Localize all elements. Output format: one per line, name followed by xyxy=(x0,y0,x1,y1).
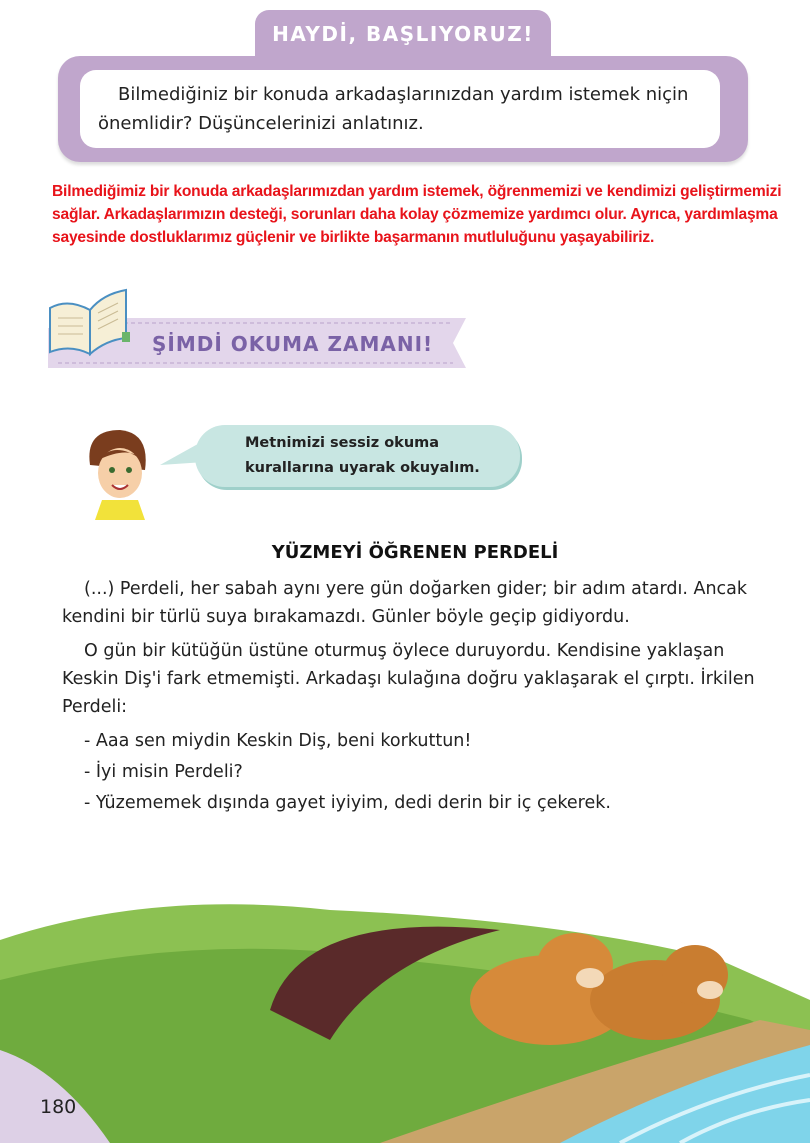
story-title: YÜZMEYİ ÖĞRENEN PERDELİ xyxy=(271,542,559,563)
boy-illustration xyxy=(80,425,160,520)
story-paragraph: O gün bir kütüğün üstüne oturmuş öylece duruyordu. Kendisine yaklaşan Keskin Diş'i fark etmemişti. Arkadaşı kulağına doğru yaklaşarak el çırptı. İrkilen Perdeli: xyxy=(62,641,755,717)
warmup-heading-tab xyxy=(255,10,551,60)
page-number: 180 xyxy=(40,1096,77,1118)
dialogue-line: - Yüzememek dışında gayet iyiyim, dedi derin bir iç çekerek. xyxy=(84,793,611,813)
dialogue-line: - İyi misin Perdeli? xyxy=(84,762,243,782)
question-box xyxy=(58,56,748,162)
dialogue-line: - Aaa sen miydin Keskin Diş, beni korkuttun! xyxy=(84,731,472,751)
warmup-heading: HAYDİ, BAŞLIYORUZ! xyxy=(272,22,534,46)
open-book-icon xyxy=(48,288,138,358)
bubble-text: Metnimizi sessiz okuma kurallarına uyarak okuyalım. xyxy=(245,435,480,476)
story-paragraph: (...) Perdeli, her sabah aynı yere gün doğarken gider; bir adım atardı. Ancak kendini bir türlü suya bırakamazdı. Günler böyle geçip gidiyordu. xyxy=(62,579,748,627)
story-body xyxy=(62,575,762,820)
beavers-riverbank-illustration xyxy=(0,850,810,1143)
answer-text: Bilmediğimiz bir konuda arkadaşlarımızdan yardım istemek, öğrenmemizi ve kendimizi geliştirmemizi sağlar. Arkadaşlarımızın desteği, sorunları daha kolay çözmemize yardımcı olur. Ayrıca, yardımlaşma sayesinde dostluklarımız güçlenir ve birlikte başarmanın mutluluğunu yaşayabiliriz. xyxy=(52,183,782,246)
speech-bubble xyxy=(195,425,520,487)
question-text: Bilmediğiniz bir konuda arkadaşlarınızdan yardım istemek niçin önemlidir? Düşüncelerinizi anlatınız. xyxy=(98,84,689,134)
reading-heading: ŞİMDİ OKUMA ZAMANI! xyxy=(152,332,434,356)
